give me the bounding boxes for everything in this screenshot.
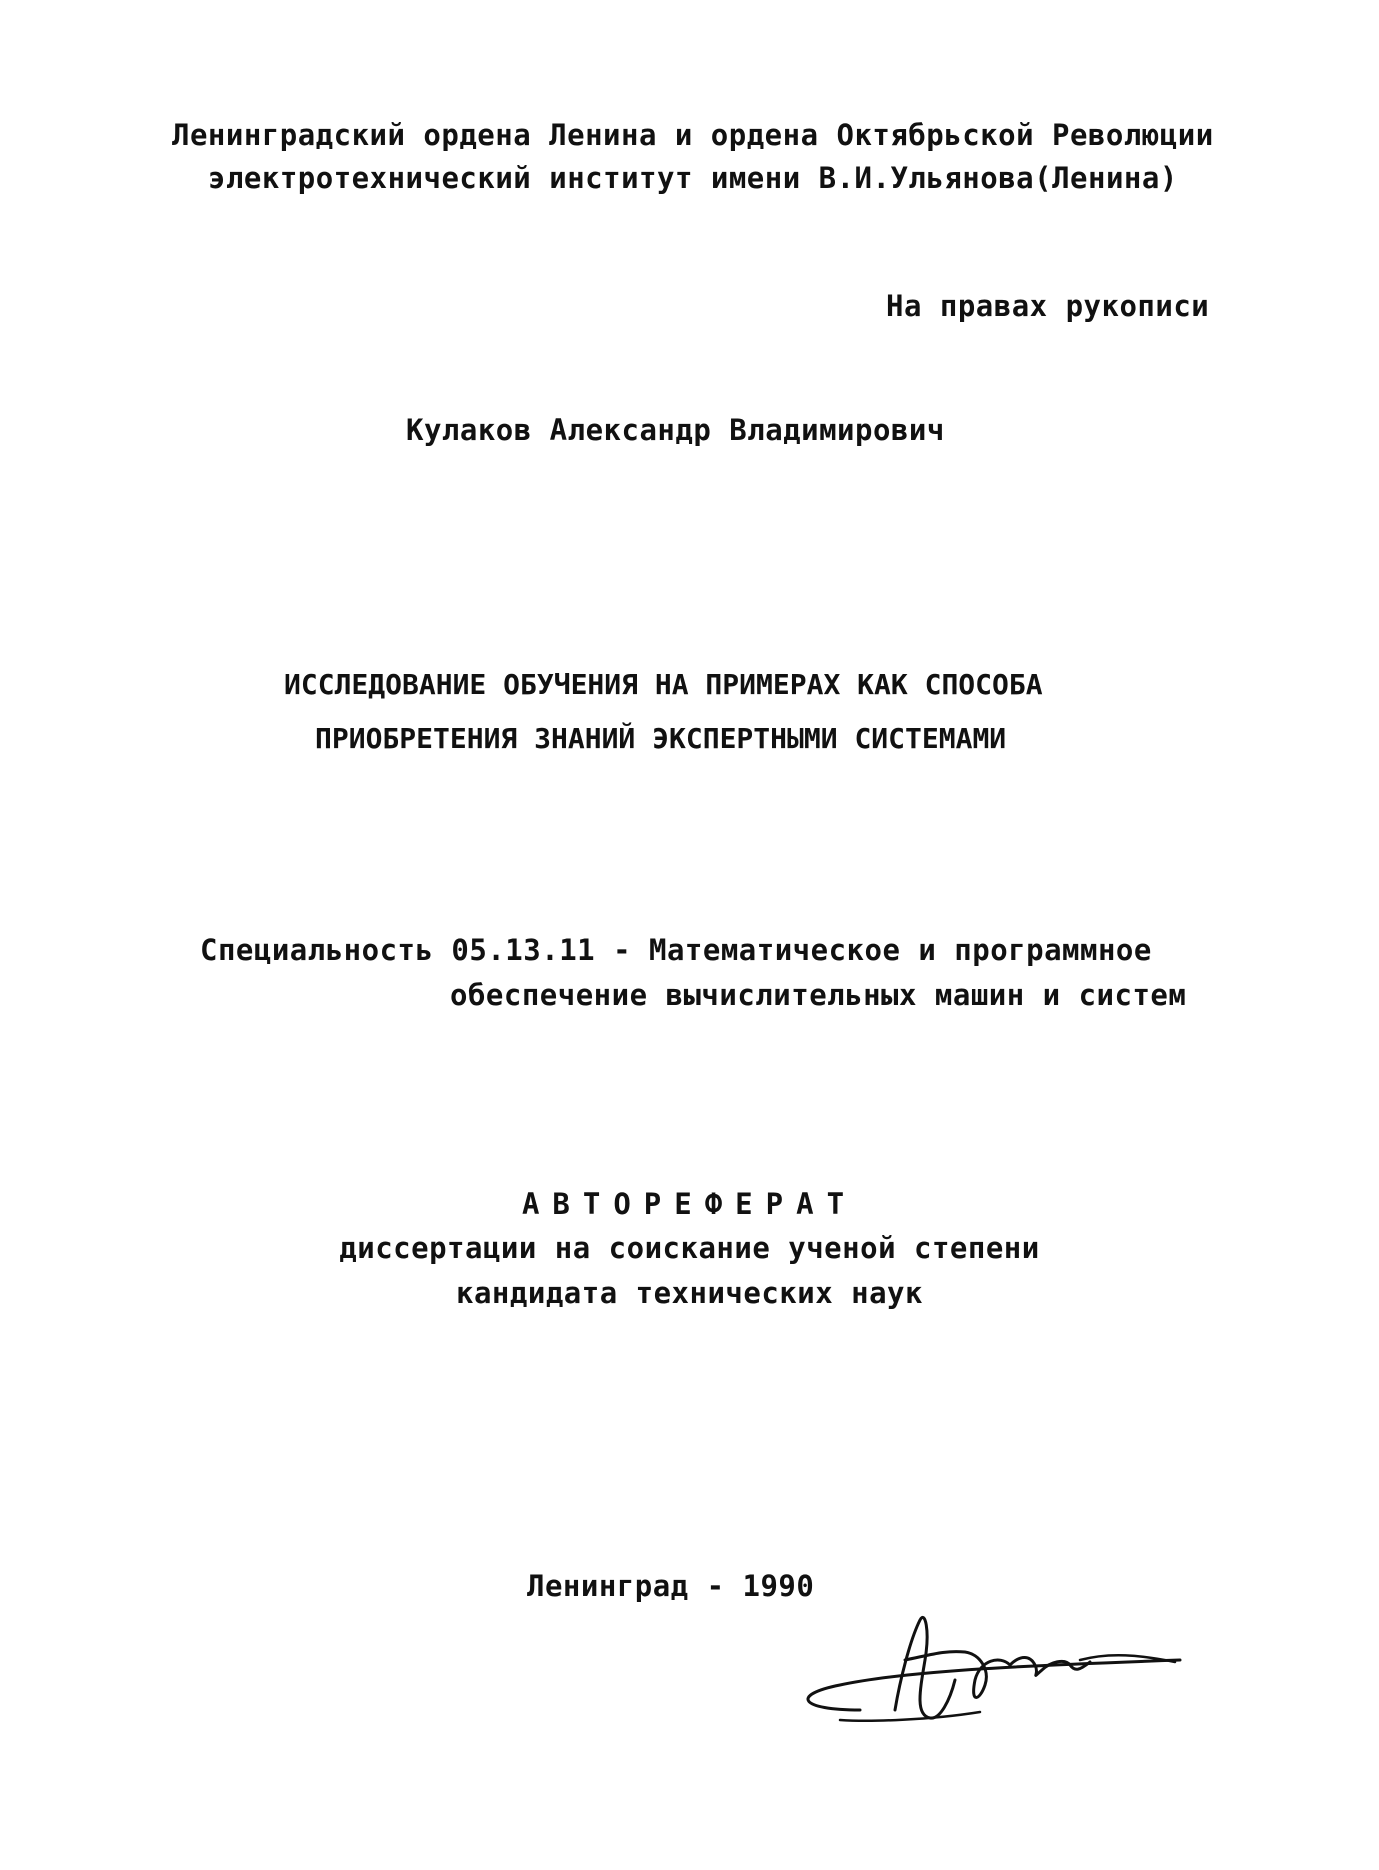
dissertation-title-line-1: ИССЛЕДОВАНИЕ ОБУЧЕНИЯ НА ПРИМЕРАХ КАК СПОСОБА — [284, 668, 1043, 701]
place-year: Ленинград - 1990 — [527, 1569, 815, 1603]
institute-line-2: электротехнический институт имени В.И.Ульянова(Ленина) — [208, 161, 1178, 195]
signature — [780, 1600, 1200, 1750]
specialty-line-2: обеспечение вычислительных машин и систем — [450, 978, 1187, 1012]
abstract-line-1: диссертации на соискание ученой степени — [339, 1231, 1040, 1265]
abstract-line-2: кандидата технических наук — [456, 1276, 923, 1310]
author-name: Кулаков Александр Владимирович — [406, 413, 945, 447]
dissertation-title-line-2: ПРИОБРЕТЕНИЯ ЗНАНИЙ ЭКСПЕРТНЫМИ СИСТЕМАМИ — [315, 722, 1007, 755]
specialty-line-1: Специальность 05.13.11 - Математическое и программное — [200, 933, 1152, 967]
abstract-label: АВТОРЕФЕРАТ — [521, 1187, 858, 1221]
institute-line-1: Ленинградский ордена Ленина и ордена Октябрьской Революции — [172, 118, 1214, 152]
rights-note: На правах рукописи — [886, 289, 1210, 323]
